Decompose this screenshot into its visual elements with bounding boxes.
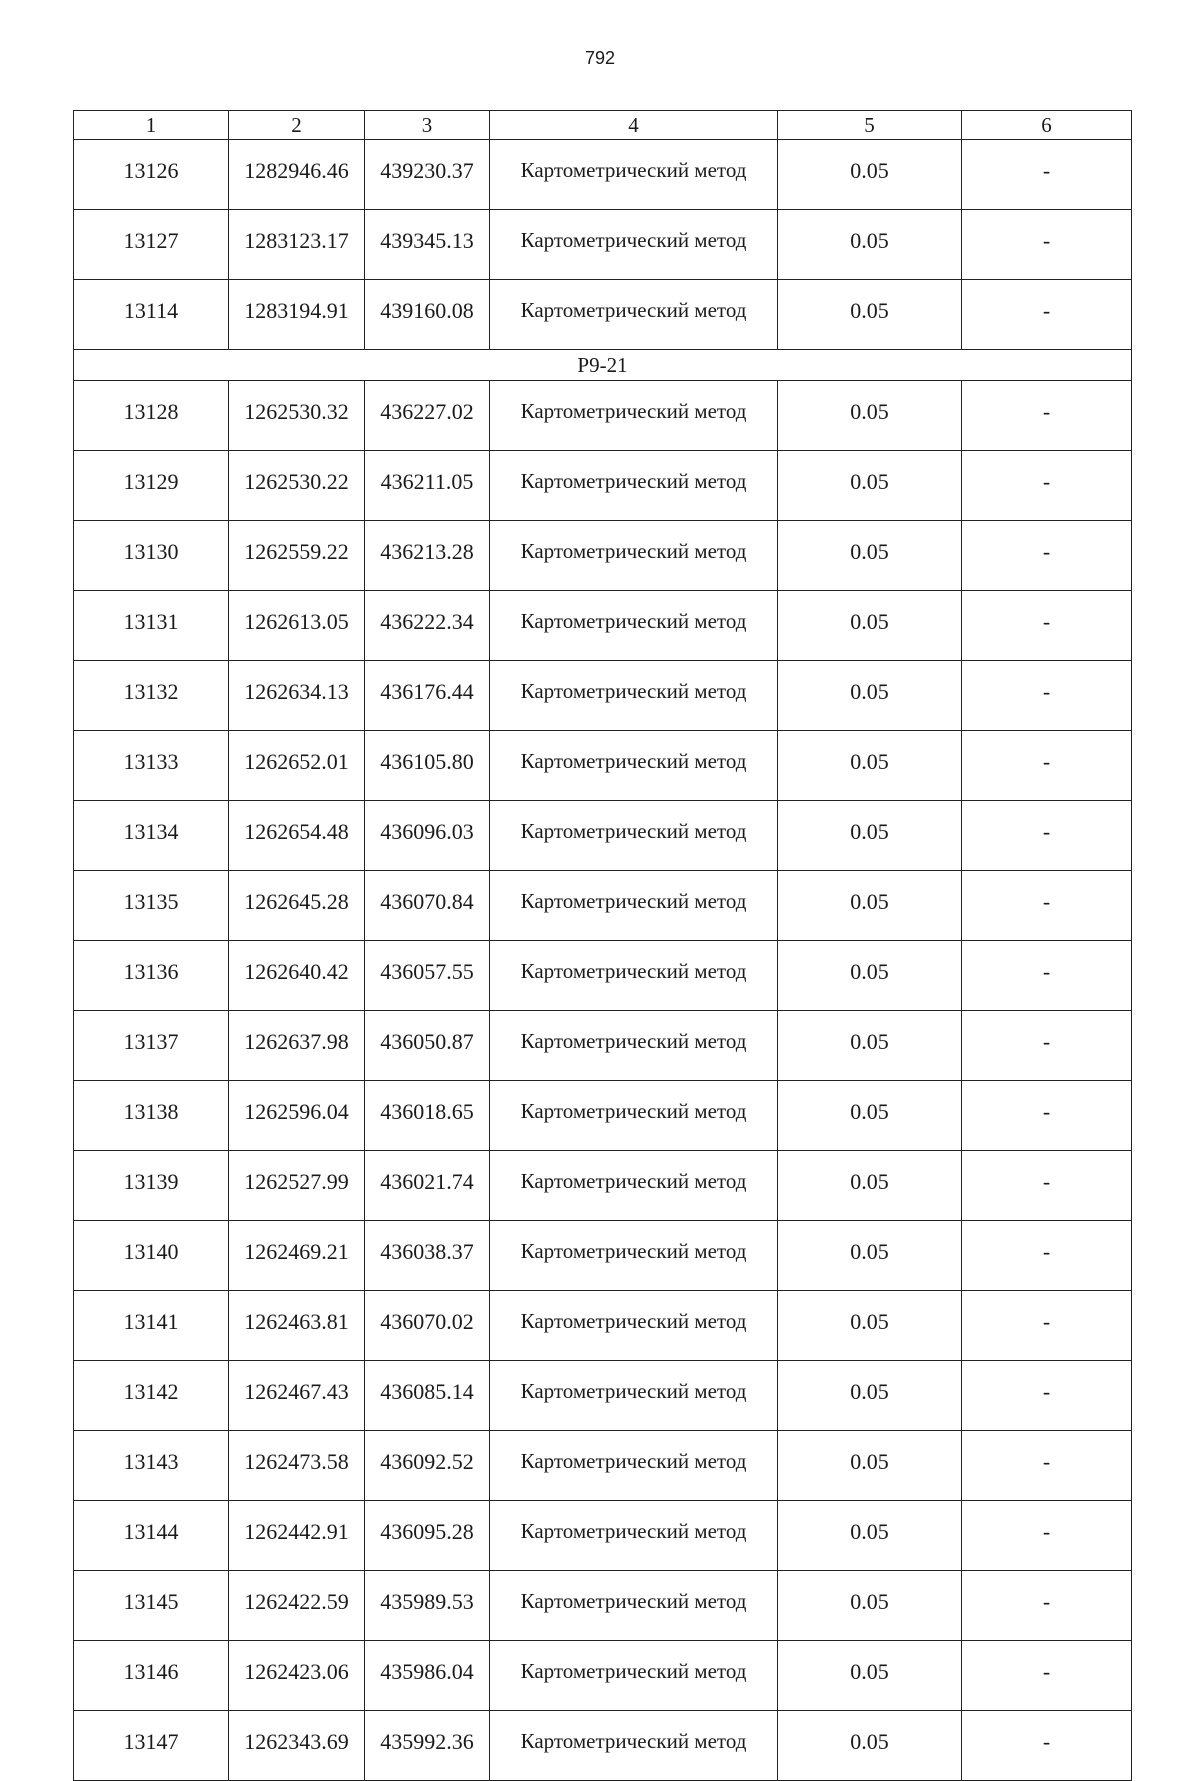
x-coordinate-cell: 1262645.28 bbox=[229, 871, 365, 941]
x-coordinate-cell: 1262473.58 bbox=[229, 1431, 365, 1501]
table-row bbox=[74, 210, 1132, 280]
accuracy-cell: 0.05 bbox=[778, 1361, 962, 1431]
x-coordinate-cell: 1262613.05 bbox=[229, 591, 365, 661]
method-cell: Картометрический метод bbox=[490, 1571, 778, 1641]
accuracy-cell: 0.05 bbox=[778, 280, 962, 350]
point-number-cell: 13130 bbox=[74, 521, 229, 591]
accuracy-cell: 0.05 bbox=[778, 451, 962, 521]
description-cell: - bbox=[962, 210, 1132, 280]
method-cell: Картометрический метод bbox=[490, 521, 778, 591]
method-cell: Картометрический метод bbox=[490, 731, 778, 801]
accuracy-cell: 0.05 bbox=[778, 941, 962, 1011]
table-row bbox=[74, 1571, 1132, 1641]
description-cell: - bbox=[962, 1361, 1132, 1431]
header-cell-4: 4 bbox=[490, 111, 778, 140]
table-row bbox=[74, 1431, 1132, 1501]
x-coordinate-cell: 1262343.69 bbox=[229, 1711, 365, 1781]
y-coordinate-cell: 436018.65 bbox=[365, 1081, 490, 1151]
y-coordinate-cell: 436092.52 bbox=[365, 1431, 490, 1501]
method-cell: Картометрический метод bbox=[490, 1151, 778, 1221]
header-cell-1: 1 bbox=[74, 111, 229, 140]
method-cell: Картометрический метод bbox=[490, 1361, 778, 1431]
description-cell: - bbox=[962, 801, 1132, 871]
section-title: Р9-21 bbox=[74, 350, 1132, 381]
table-row bbox=[74, 1291, 1132, 1361]
point-number-cell: 13138 bbox=[74, 1081, 229, 1151]
table-row bbox=[74, 1151, 1132, 1221]
accuracy-cell: 0.05 bbox=[778, 1501, 962, 1571]
point-number-cell: 13147 bbox=[74, 1711, 229, 1781]
y-coordinate-cell: 436057.55 bbox=[365, 941, 490, 1011]
header-cell-2: 2 bbox=[229, 111, 365, 140]
method-cell: Картометрический метод bbox=[490, 1011, 778, 1081]
x-coordinate-cell: 1262530.22 bbox=[229, 451, 365, 521]
y-coordinate-cell: 435989.53 bbox=[365, 1571, 490, 1641]
point-number-cell: 13132 bbox=[74, 661, 229, 731]
method-cell: Картометрический метод bbox=[490, 801, 778, 871]
accuracy-cell: 0.05 bbox=[778, 871, 962, 941]
point-number-cell: 13139 bbox=[74, 1151, 229, 1221]
x-coordinate-cell: 1262640.42 bbox=[229, 941, 365, 1011]
x-coordinate-cell: 1283194.91 bbox=[229, 280, 365, 350]
method-cell: Картометрический метод bbox=[490, 591, 778, 661]
x-coordinate-cell: 1282946.46 bbox=[229, 140, 365, 210]
accuracy-cell: 0.05 bbox=[778, 1571, 962, 1641]
table-row bbox=[74, 1011, 1132, 1081]
description-cell: - bbox=[962, 381, 1132, 451]
header-cell-6: 6 bbox=[962, 111, 1132, 140]
method-cell: Картометрический метод bbox=[490, 661, 778, 731]
table-body bbox=[74, 140, 1132, 1781]
y-coordinate-cell: 435992.36 bbox=[365, 1711, 490, 1781]
y-coordinate-cell: 436095.28 bbox=[365, 1501, 490, 1571]
method-cell: Картометрический метод bbox=[490, 1081, 778, 1151]
header-cell-5: 5 bbox=[778, 111, 962, 140]
point-number-cell: 13126 bbox=[74, 140, 229, 210]
section-header-row bbox=[74, 350, 1132, 381]
x-coordinate-cell: 1262596.04 bbox=[229, 1081, 365, 1151]
y-coordinate-cell: 439160.08 bbox=[365, 280, 490, 350]
table-row bbox=[74, 1501, 1132, 1571]
method-cell: Картометрический метод bbox=[490, 1431, 778, 1501]
header-cell-3: 3 bbox=[365, 111, 490, 140]
accuracy-cell: 0.05 bbox=[778, 591, 962, 661]
table-row bbox=[74, 521, 1132, 591]
accuracy-cell: 0.05 bbox=[778, 1291, 962, 1361]
table-row bbox=[74, 1641, 1132, 1711]
table-row bbox=[74, 801, 1132, 871]
point-number-cell: 13134 bbox=[74, 801, 229, 871]
accuracy-cell: 0.05 bbox=[778, 521, 962, 591]
description-cell: - bbox=[962, 941, 1132, 1011]
x-coordinate-cell: 1262530.32 bbox=[229, 381, 365, 451]
description-cell: - bbox=[962, 1221, 1132, 1291]
x-coordinate-cell: 1262469.21 bbox=[229, 1221, 365, 1291]
table-row bbox=[74, 451, 1132, 521]
y-coordinate-cell: 435986.04 bbox=[365, 1641, 490, 1711]
point-number-cell: 13143 bbox=[74, 1431, 229, 1501]
y-coordinate-cell: 436038.37 bbox=[365, 1221, 490, 1291]
y-coordinate-cell: 439345.13 bbox=[365, 210, 490, 280]
point-number-cell: 13144 bbox=[74, 1501, 229, 1571]
accuracy-cell: 0.05 bbox=[778, 210, 962, 280]
accuracy-cell: 0.05 bbox=[778, 1081, 962, 1151]
x-coordinate-cell: 1262654.48 bbox=[229, 801, 365, 871]
x-coordinate-cell: 1262467.43 bbox=[229, 1361, 365, 1431]
table-row bbox=[74, 381, 1132, 451]
method-cell: Картометрический метод bbox=[490, 381, 778, 451]
table-row bbox=[74, 871, 1132, 941]
point-number-cell: 13135 bbox=[74, 871, 229, 941]
description-cell: - bbox=[962, 1431, 1132, 1501]
table-row bbox=[74, 1221, 1132, 1291]
description-cell: - bbox=[962, 871, 1132, 941]
accuracy-cell: 0.05 bbox=[778, 661, 962, 731]
description-cell: - bbox=[962, 1501, 1132, 1571]
y-coordinate-cell: 436222.34 bbox=[365, 591, 490, 661]
description-cell: - bbox=[962, 1081, 1132, 1151]
y-coordinate-cell: 439230.37 bbox=[365, 140, 490, 210]
description-cell: - bbox=[962, 451, 1132, 521]
point-number-cell: 13137 bbox=[74, 1011, 229, 1081]
page-number: 792 bbox=[584, 48, 616, 68]
description-cell: - bbox=[962, 1641, 1132, 1711]
table-row bbox=[74, 140, 1132, 210]
description-cell: - bbox=[962, 1151, 1132, 1221]
description-cell: - bbox=[962, 661, 1132, 731]
y-coordinate-cell: 436176.44 bbox=[365, 661, 490, 731]
description-cell: - bbox=[962, 1571, 1132, 1641]
table-row bbox=[74, 661, 1132, 731]
description-cell: - bbox=[962, 591, 1132, 661]
point-number-cell: 13133 bbox=[74, 731, 229, 801]
y-coordinate-cell: 436070.02 bbox=[365, 1291, 490, 1361]
y-coordinate-cell: 436227.02 bbox=[365, 381, 490, 451]
method-cell: Картометрический метод bbox=[490, 140, 778, 210]
point-number-cell: 13114 bbox=[74, 280, 229, 350]
coordinates-table bbox=[73, 110, 1132, 1781]
x-coordinate-cell: 1262527.99 bbox=[229, 1151, 365, 1221]
x-coordinate-cell: 1262423.06 bbox=[229, 1641, 365, 1711]
y-coordinate-cell: 436213.28 bbox=[365, 521, 490, 591]
table-row bbox=[74, 280, 1132, 350]
point-number-cell: 13140 bbox=[74, 1221, 229, 1291]
table-row bbox=[74, 941, 1132, 1011]
y-coordinate-cell: 436096.03 bbox=[365, 801, 490, 871]
accuracy-cell: 0.05 bbox=[778, 1641, 962, 1711]
y-coordinate-cell: 436021.74 bbox=[365, 1151, 490, 1221]
table-row bbox=[74, 1081, 1132, 1151]
method-cell: Картометрический метод bbox=[490, 1221, 778, 1291]
y-coordinate-cell: 436105.80 bbox=[365, 731, 490, 801]
accuracy-cell: 0.05 bbox=[778, 1431, 962, 1501]
y-coordinate-cell: 436050.87 bbox=[365, 1011, 490, 1081]
x-coordinate-cell: 1262652.01 bbox=[229, 731, 365, 801]
table-row bbox=[74, 591, 1132, 661]
accuracy-cell: 0.05 bbox=[778, 731, 962, 801]
method-cell: Картометрический метод bbox=[490, 1291, 778, 1361]
description-cell: - bbox=[962, 521, 1132, 591]
point-number-cell: 13146 bbox=[74, 1641, 229, 1711]
point-number-cell: 13131 bbox=[74, 591, 229, 661]
table-row bbox=[74, 1361, 1132, 1431]
method-cell: Картометрический метод bbox=[490, 1711, 778, 1781]
point-number-cell: 13141 bbox=[74, 1291, 229, 1361]
method-cell: Картометрический метод bbox=[490, 871, 778, 941]
accuracy-cell: 0.05 bbox=[778, 801, 962, 871]
x-coordinate-cell: 1262442.91 bbox=[229, 1501, 365, 1571]
description-cell: - bbox=[962, 1711, 1132, 1781]
description-cell: - bbox=[962, 280, 1132, 350]
method-cell: Картометрический метод bbox=[490, 941, 778, 1011]
point-number-cell: 13145 bbox=[74, 1571, 229, 1641]
x-coordinate-cell: 1262422.59 bbox=[229, 1571, 365, 1641]
accuracy-cell: 0.05 bbox=[778, 1151, 962, 1221]
header-row bbox=[74, 111, 1132, 140]
point-number-cell: 13129 bbox=[74, 451, 229, 521]
method-cell: Картометрический метод bbox=[490, 280, 778, 350]
accuracy-cell: 0.05 bbox=[778, 1711, 962, 1781]
description-cell: - bbox=[962, 140, 1132, 210]
point-number-cell: 13127 bbox=[74, 210, 229, 280]
x-coordinate-cell: 1262637.98 bbox=[229, 1011, 365, 1081]
x-coordinate-cell: 1262559.22 bbox=[229, 521, 365, 591]
point-number-cell: 13142 bbox=[74, 1361, 229, 1431]
y-coordinate-cell: 436211.05 bbox=[365, 451, 490, 521]
y-coordinate-cell: 436070.84 bbox=[365, 871, 490, 941]
x-coordinate-cell: 1262634.13 bbox=[229, 661, 365, 731]
x-coordinate-cell: 1262463.81 bbox=[229, 1291, 365, 1361]
table-row bbox=[74, 1711, 1132, 1781]
method-cell: Картометрический метод bbox=[490, 1501, 778, 1571]
accuracy-cell: 0.05 bbox=[778, 140, 962, 210]
x-coordinate-cell: 1283123.17 bbox=[229, 210, 365, 280]
accuracy-cell: 0.05 bbox=[778, 1221, 962, 1291]
table-row bbox=[74, 731, 1132, 801]
method-cell: Картометрический метод bbox=[490, 210, 778, 280]
y-coordinate-cell: 436085.14 bbox=[365, 1361, 490, 1431]
accuracy-cell: 0.05 bbox=[778, 1011, 962, 1081]
description-cell: - bbox=[962, 1011, 1132, 1081]
method-cell: Картометрический метод bbox=[490, 451, 778, 521]
description-cell: - bbox=[962, 1291, 1132, 1361]
point-number-cell: 13128 bbox=[74, 381, 229, 451]
accuracy-cell: 0.05 bbox=[778, 381, 962, 451]
method-cell: Картометрический метод bbox=[490, 1641, 778, 1711]
description-cell: - bbox=[962, 731, 1132, 801]
point-number-cell: 13136 bbox=[74, 941, 229, 1011]
